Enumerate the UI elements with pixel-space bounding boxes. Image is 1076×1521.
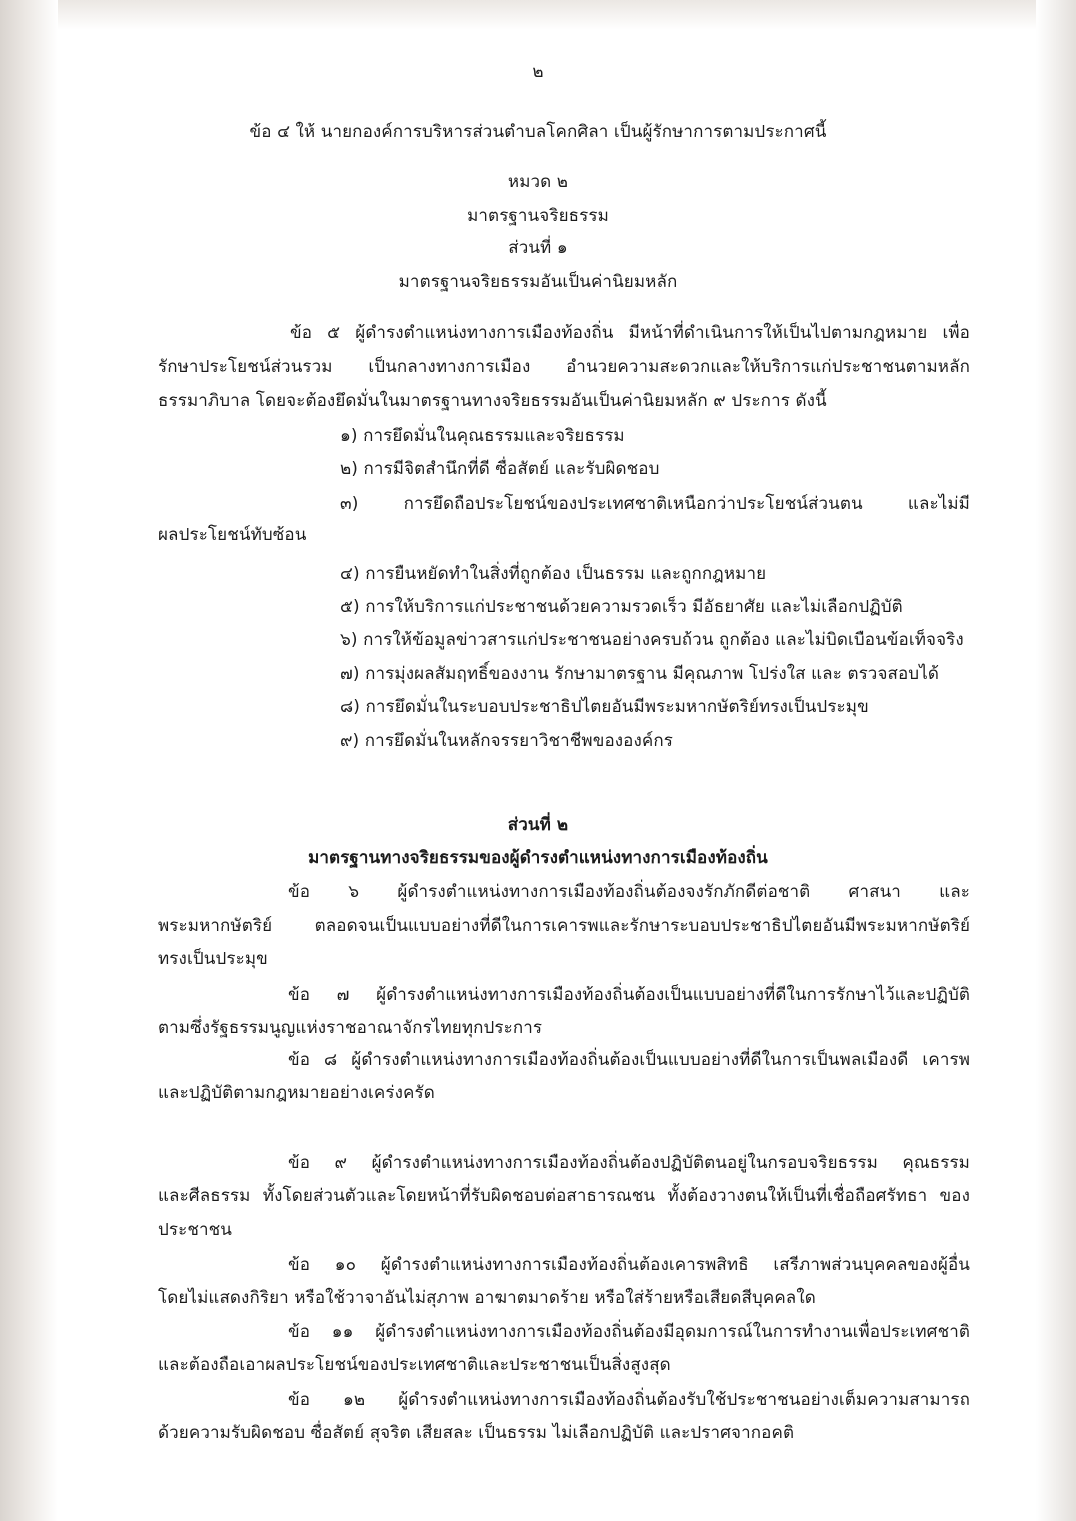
clause-7-line-1: ข้อ ๗ ผู้ดำรงตำแหน่งทางการเมืองท้องถิ่นต้องเป็นแบบอย่างที่ดีในการรักษาไว้และปฏิบัติ [288,985,970,1005]
clause-8-line-1: ข้อ ๘ ผู้ดำรงตำแหน่งทางการเมืองท้องถิ่นต้องเป็นแบบอย่างที่ดีในการเป็นพลเมืองดี เคารพ [288,1050,970,1070]
clause-11-line-2: และต้องถือเอาผลประโยชน์ของประเทศชาติและประชาชนเป็นสิ่งสูงสุด [158,1355,671,1375]
part-2-subtitle: มาตรฐานทางจริยธรรมของผู้ดำรงตำแหน่งทางการเมืองท้องถิ่น [308,848,768,868]
chapter-subtitle: มาตรฐานจริยธรรม [467,206,609,226]
clause-9-line-3: ประชาชน [158,1220,232,1240]
clause-6-line-1: ข้อ ๖ ผู้ดำรงตำแหน่งทางการเมืองท้องถิ่นต้องจงรักภักดีต่อชาติ ศาสนา และ [288,882,970,902]
clause-11-line-1: ข้อ ๑๑ ผู้ดำรงตำแหน่งทางการเมืองท้องถิ่นต้องมีอุดมการณ์ในการทำงานเพื่อประเทศชาติ [288,1322,970,1342]
clause-5-line-1: ข้อ ๕ ผู้ดำรงตำแหน่งทางการเมืองท้องถิ่น มีหน้าที่ดำเนินการให้เป็นไปตามกฎหมาย เพื่อ [290,323,970,343]
clause-5-line-2: รักษาประโยชน์ส่วนรวม เป็นกลางทางการเมือง อำนวยความสะดวกและให้บริการแก่ประชาชนตามหลัก [158,357,970,377]
clause-10-line-2: โดยไม่แสดงกิริยา หรือใช้วาจาอันไม่สุภาพ อาฆาตมาดร้าย หรือใส่ร้ายหรือเสียดสีบุคคลใด [158,1288,816,1308]
part-1-subtitle: มาตรฐานจริยธรรมอันเป็นค่านิยมหลัก [398,272,678,292]
value-item-3: ๓) การยึดถือประโยชน์ของประเทศชาติเหนือกว่าประโยชน์ส่วนตน และไม่มี [340,494,970,514]
value-item-9: ๙) การยึดมั่นในหลักจรรยาวิชาชีพขององค์กร [340,731,673,751]
value-item-7: ๗) การมุ่งผลสัมฤทธิ์ของงาน รักษามาตรฐาน มีคุณภาพ โปร่งใส และ ตรวจสอบได้ [340,664,939,684]
value-item-8: ๘) การยึดมั่นในระบอบประชาธิปไตยอันมีพระมหากษัตริย์ทรงเป็นประมุข [340,697,869,717]
clause-7-line-2: ตามซึ่งรัฐธรรมนูญแห่งราชอาณาจักรไทยทุกประการ [158,1018,543,1038]
value-item-3-continued: ผลประโยชน์ทับซ้อน [158,525,307,545]
clause-5-line-3: ธรรมาภิบาล โดยจะต้องยึดมั่นในมาตรฐานทางจริยธรรมอันเป็นค่านิยมหลัก ๙ ประการ ดังนี้ [158,391,827,411]
value-item-2: ๒) การมีจิตสำนึกที่ดี ซื่อสัตย์ และรับผิดชอบ [340,459,660,479]
value-item-5: ๕) การให้บริการแก่ประชาชนด้วยความรวดเร็ว มีอัธยาศัย และไม่เลือกปฏิบัติ [340,597,903,617]
clause-8-line-2: และปฏิบัติตามกฎหมายอย่างเคร่งครัด [158,1083,435,1103]
clause-6-line-3: ทรงเป็นประมุข [158,949,268,969]
part-1-title: ส่วนที่ ๑ [508,238,568,258]
clause-12-line-2: ด้วยความรับผิดชอบ ซื่อสัตย์ สุจริต เสียสละ เป็นธรรม ไม่เลือกปฏิบัติ และปราศจากอคติ [158,1423,795,1443]
value-item-1: ๑) การยึดมั่นในคุณธรรมและจริยธรรม [340,426,625,446]
value-item-6: ๖) การให้ข้อมูลข่าวสารแก่ประชาชนอย่างครบถ้วน ถูกต้อง และไม่บิดเบือนข้อเท็จจริง [340,630,964,650]
clause-4: ข้อ ๔ ให้ นายกองค์การบริหารส่วนตำบลโคกศิลา เป็นผู้รักษาการตามประกาศนี้ [249,122,827,142]
clause-12-line-1: ข้อ ๑๒ ผู้ดำรงตำแหน่งทางการเมืองท้องถิ่นต้องรับใช้ประชาชนอย่างเต็มความสามารถ [288,1390,970,1410]
clause-9-line-2: และศีลธรรม ทั้งโดยส่วนตัวและโดยหน้าที่รับผิดชอบต่อสาธารณชน ทั้งต้องวางตนให้เป็นที่เชื่อถือศรัทธา ของ [158,1186,970,1206]
clause-10-line-1: ข้อ ๑๐ ผู้ดำรงตำแหน่งทางการเมืองท้องถิ่นต้องเคารพสิทธิ เสรีภาพส่วนบุคคลของผู้อื่น [288,1255,970,1275]
chapter-title: หมวด ๒ [507,172,569,192]
page-number: ๒ [532,62,544,82]
part-2-title: ส่วนที่ ๒ [507,815,569,835]
clause-6-line-2: พระมหากษัตริย์ ตลอดจนเป็นแบบอย่างที่ดีในการเคารพและรักษาระบอบประชาธิปไตยอันมีพระมหากษัตริย์ [158,916,970,936]
value-item-4: ๔) การยืนหยัดทำในสิ่งที่ถูกต้อง เป็นธรรม และถูกกฎหมาย [340,564,767,584]
clause-9-line-1: ข้อ ๙ ผู้ดำรงตำแหน่งทางการเมืองท้องถิ่นต้องปฏิบัติตนอยู่ในกรอบจริยธรรม คุณธรรม [288,1153,970,1173]
